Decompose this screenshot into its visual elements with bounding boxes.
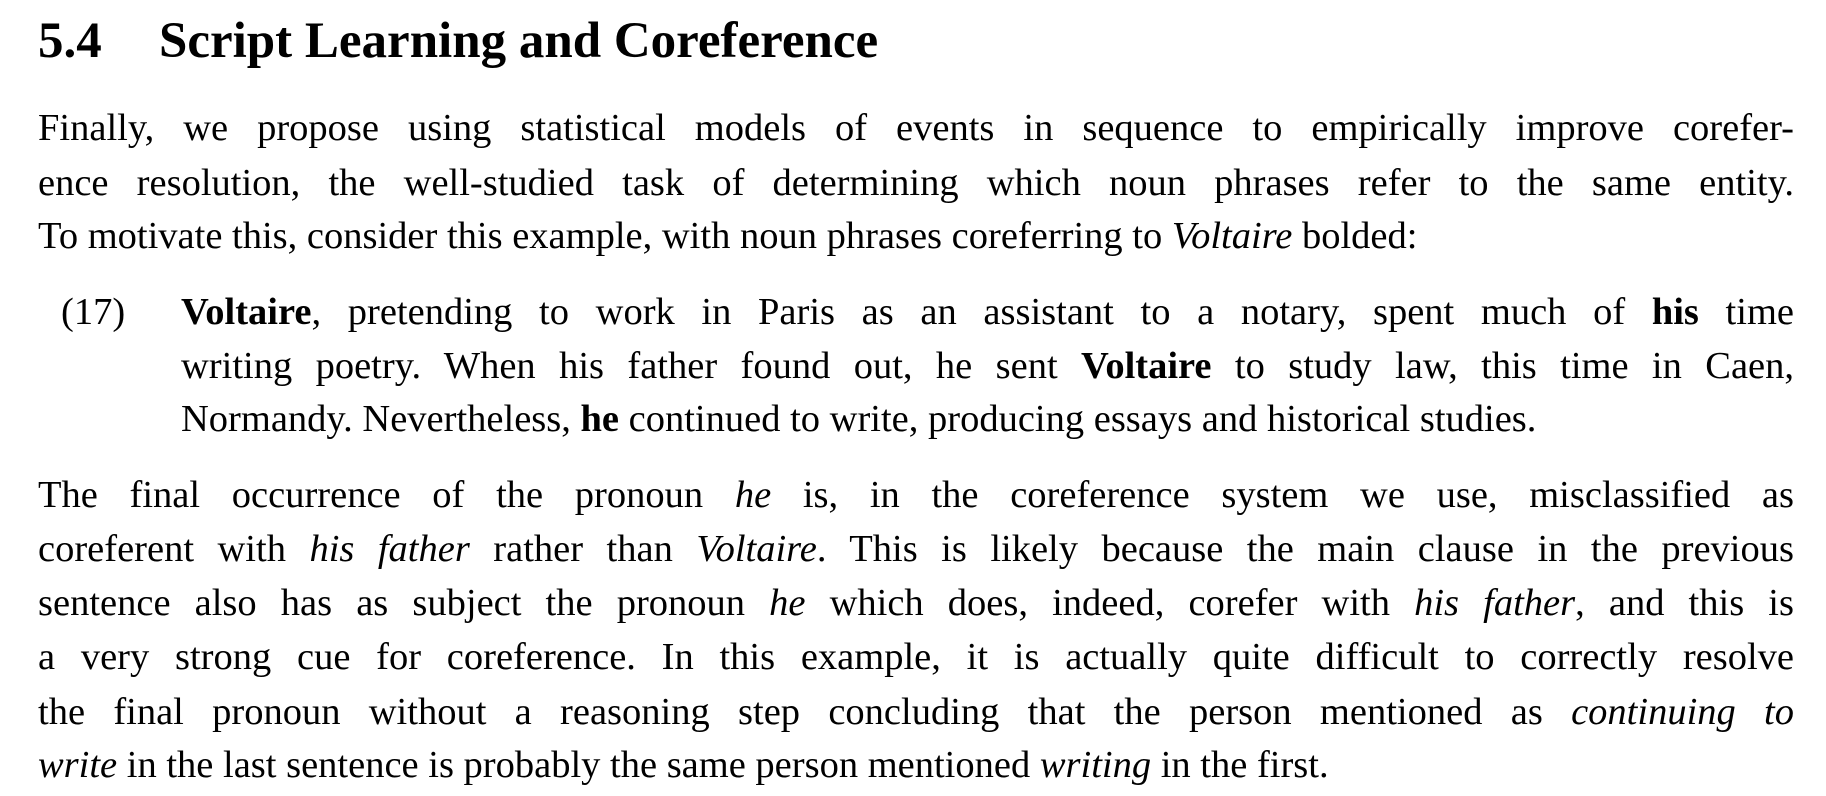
text-run: ence resolution, the well-studied task of determining which noun phrases refer to the same entity. — [38, 162, 1794, 204]
text-run: sentence also has as subject the pronoun — [38, 582, 770, 624]
paragraph-analysis-line — [38, 630, 1794, 684]
section-heading — [38, 10, 878, 72]
paragraph-analysis-line — [38, 468, 1794, 522]
text-run: To motivate this, consider this example, with noun phrases coreferring to — [38, 215, 1172, 257]
example-number: (17) — [61, 291, 126, 333]
italic-text: he — [734, 474, 772, 516]
bold-text: he — [580, 398, 619, 440]
italic-text: Voltaire — [1171, 215, 1293, 257]
paragraph-analysis-line — [38, 522, 1794, 576]
paragraph-analysis-line — [38, 576, 1794, 630]
paragraph-analysis-line — [38, 685, 1794, 739]
italic-text: continuing to — [1571, 691, 1795, 733]
text-run: , pretending to work in Paris as an assistant to a notary, spent much of — [311, 291, 1652, 333]
text-run: , and this is — [1575, 582, 1794, 624]
italic-text: writing — [1039, 744, 1152, 786]
paragraph-analysis-line — [38, 738, 1794, 792]
section-title: Script Learning and Coreference — [159, 13, 879, 69]
text-run: in the first. — [1151, 744, 1329, 786]
text-run: . This is likely because the main clause in the previous — [816, 528, 1794, 570]
text-run: writing poetry. When his father found out, he sent — [181, 345, 1082, 387]
paragraph-intro-line — [38, 209, 1794, 263]
text-run: a very strong cue for coreference. In this example, it is actually quite difficult to correctly resolve — [38, 636, 1794, 678]
example-line — [181, 285, 1794, 339]
text-run: Finally, we propose using statistical models of events in sequence to empirically improve corefer- — [38, 107, 1794, 149]
text-run: which does, indeed, corefer with — [805, 582, 1415, 624]
text-run: Normandy. Nevertheless, — [181, 398, 581, 440]
paragraph-intro-line — [38, 156, 1794, 210]
bold-text: Voltaire — [181, 291, 312, 333]
text-run: in the last sentence is probably the same person mentioned — [117, 744, 1040, 786]
text-run: to study law, this time in Caen, — [1211, 345, 1794, 387]
text-run: the final pronoun without a reasoning step concluding that the person mentioned as — [38, 691, 1572, 733]
italic-text: he — [769, 582, 806, 624]
text-run: coreferent with — [38, 528, 310, 570]
italic-text: his father — [1414, 582, 1576, 624]
text-run: The final occurrence of the pronoun — [38, 474, 735, 516]
italic-text: Voltaire — [696, 528, 817, 570]
text-run: bolded: — [1292, 215, 1418, 257]
text-run: is, in the coreference system we use, misclassified as — [771, 474, 1795, 516]
text-run: continued to write, producing essays and historical studies. — [619, 398, 1537, 440]
italic-text: write — [38, 744, 118, 786]
example-line — [181, 392, 1794, 446]
text-run: time — [1698, 291, 1794, 333]
text-run: rather than — [469, 528, 697, 570]
bold-text: Voltaire — [1081, 345, 1212, 387]
example-line — [181, 339, 1794, 393]
bold-text: his — [1651, 291, 1699, 333]
paragraph-intro-line — [38, 101, 1794, 155]
section-number: 5.4 — [38, 13, 102, 69]
italic-text: his father — [309, 528, 470, 570]
